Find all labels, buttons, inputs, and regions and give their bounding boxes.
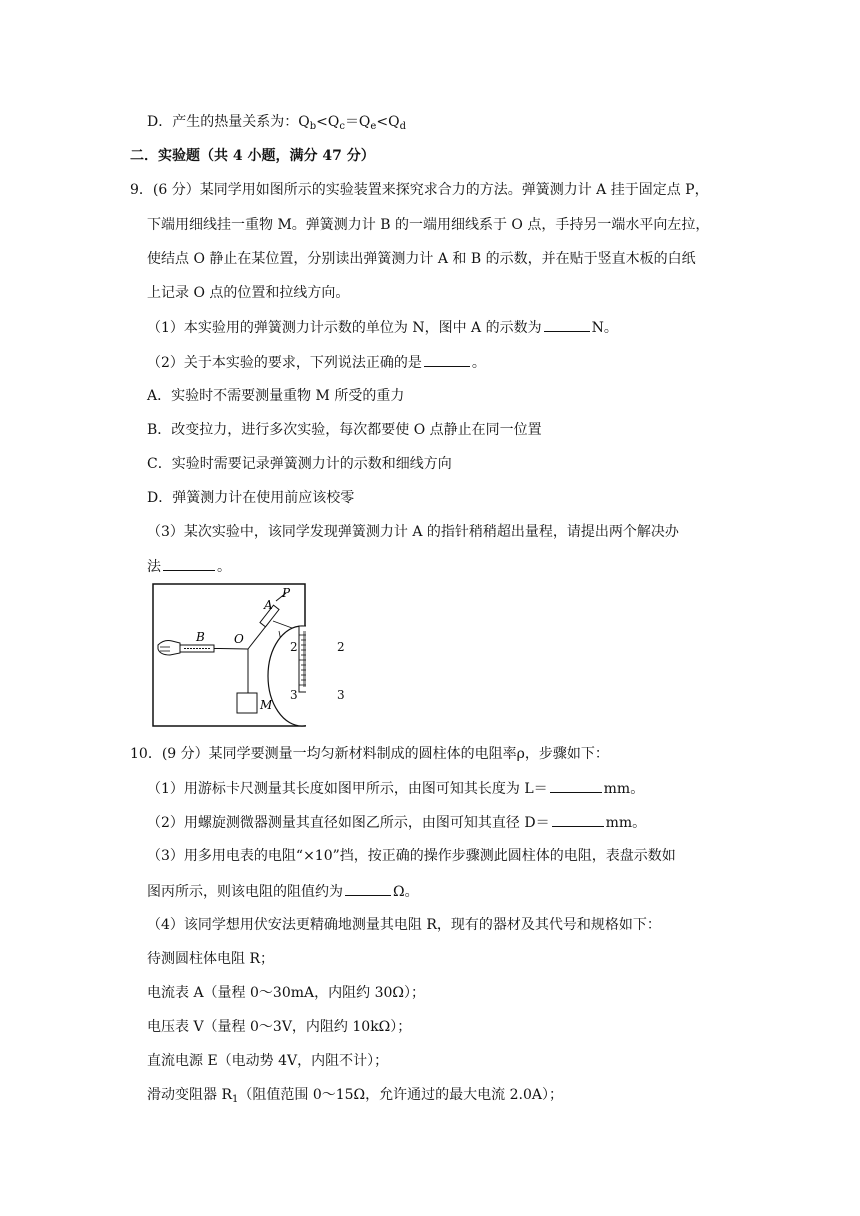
answer-blank[interactable] bbox=[550, 778, 602, 793]
equipment-voltmeter: 电压表 V（量程 0～3V，内阻约 10kΩ）； bbox=[147, 1019, 412, 1035]
q10-part4: （4）该同学想用伏安法更精确地测量其电阻 R，现有的器材及其代号和规格如下： bbox=[147, 917, 661, 933]
q9-option-c: C．实验时需要记录弹簧测力计的示数和细线方向 bbox=[147, 456, 452, 472]
answer-blank[interactable] bbox=[345, 881, 391, 896]
q9-part2: （2）关于本实验的要求，下列说法正确的是 。 bbox=[147, 352, 486, 373]
q10-part2: （2）用螺旋测微器测量其直径如图乙所示，由图可知其直径 D＝ mm。 bbox=[147, 812, 646, 833]
label-p: P bbox=[282, 586, 291, 600]
equipment-source: 直流电源 E（电动势 4V，内阻不计）； bbox=[147, 1053, 389, 1069]
q10-part3: （3）用多用电表的电阻“×10”挡，按正确的操作步骤测此圆柱体的电阻，表盘示数如 bbox=[147, 848, 676, 864]
section-heading: 二．实验题（共 4 小题，满分 47 分） bbox=[130, 148, 375, 164]
option-d-heat: D．产生的热量关系为：$Q_b<Q_c=Q_e<Q_d$ bbox=[147, 114, 406, 132]
q10-part1: （1）用游标卡尺测量其长度如图甲所示，由图可知其长度为 L＝ mm。 bbox=[147, 778, 644, 799]
answer-blank[interactable] bbox=[544, 317, 590, 332]
q9-stem-1: 9．(6 分）某同学用如图所示的实验装置来探究求合力的方法。弹簧测力计 A 挂于固定点 P， bbox=[130, 182, 709, 198]
q9-stem-4: 上记录 O 点的位置和拉线方向。 bbox=[147, 285, 350, 301]
q9-stem-3: 使结点 O 静止在某位置，分别读出弹簧测力计 A 和 B 的示数，并在贴于竖直木板的白纸 bbox=[147, 251, 696, 267]
mass-block bbox=[237, 693, 257, 713]
q10-part3-cont: 图丙所示，则该电阻的阻值约为 Ω。 bbox=[147, 881, 419, 902]
q9-part3: （3）某次实验中，该同学发现弹簧测力计 A 的指针稍稍超出量程，请提出两个解决办 bbox=[147, 524, 679, 540]
label-m: M bbox=[260, 698, 273, 712]
q9-option-b: B．改变拉力，进行多次实验，每次都要使 O 点静止在同一位置 bbox=[147, 422, 542, 438]
equipment-r: 待测圆柱体电阻 R； bbox=[147, 951, 274, 967]
experiment-figure bbox=[152, 583, 306, 727]
q10-stem: 10．(9 分）某同学要测量一均匀新材料制成的圆柱体的电阻率ρ，步骤如下： bbox=[130, 746, 609, 762]
answer-blank[interactable] bbox=[552, 812, 604, 827]
label-b: B bbox=[196, 630, 205, 644]
equipment-ammeter: 电流表 A（量程 0～30mA，内阻约 30Ω）； bbox=[147, 985, 425, 1001]
answer-blank[interactable] bbox=[163, 556, 215, 571]
q9-part3-cont: 法 。 bbox=[147, 556, 231, 577]
equipment-rheostat: 滑动变阻器 $R_1$（阻值范围 0～15Ω，允许通过的最大电流 2.0A）； bbox=[147, 1087, 563, 1105]
label-o: O bbox=[234, 632, 244, 646]
q9-stem-2: 下端用细线挂一重物 M。弹簧测力计 B 的一端用细线系于 O 点，手持另一端水平向左拉， bbox=[147, 217, 710, 233]
q9-option-d: D．弹簧测力计在使用前应该校零 bbox=[147, 490, 355, 506]
spring-scale-b bbox=[180, 645, 220, 652]
answer-blank[interactable] bbox=[424, 352, 470, 367]
q9-option-a: A．实验时不需要测量重物 M 所受的重力 bbox=[147, 388, 405, 404]
label-a: A bbox=[264, 598, 273, 612]
hand-icon bbox=[158, 641, 180, 656]
q9-part1: （1）本实验用的弹簧测力计示数的单位为 N，图中 A 的示数为 N。 bbox=[147, 317, 618, 338]
scale-labels: 2 2 3 3 bbox=[290, 640, 345, 702]
